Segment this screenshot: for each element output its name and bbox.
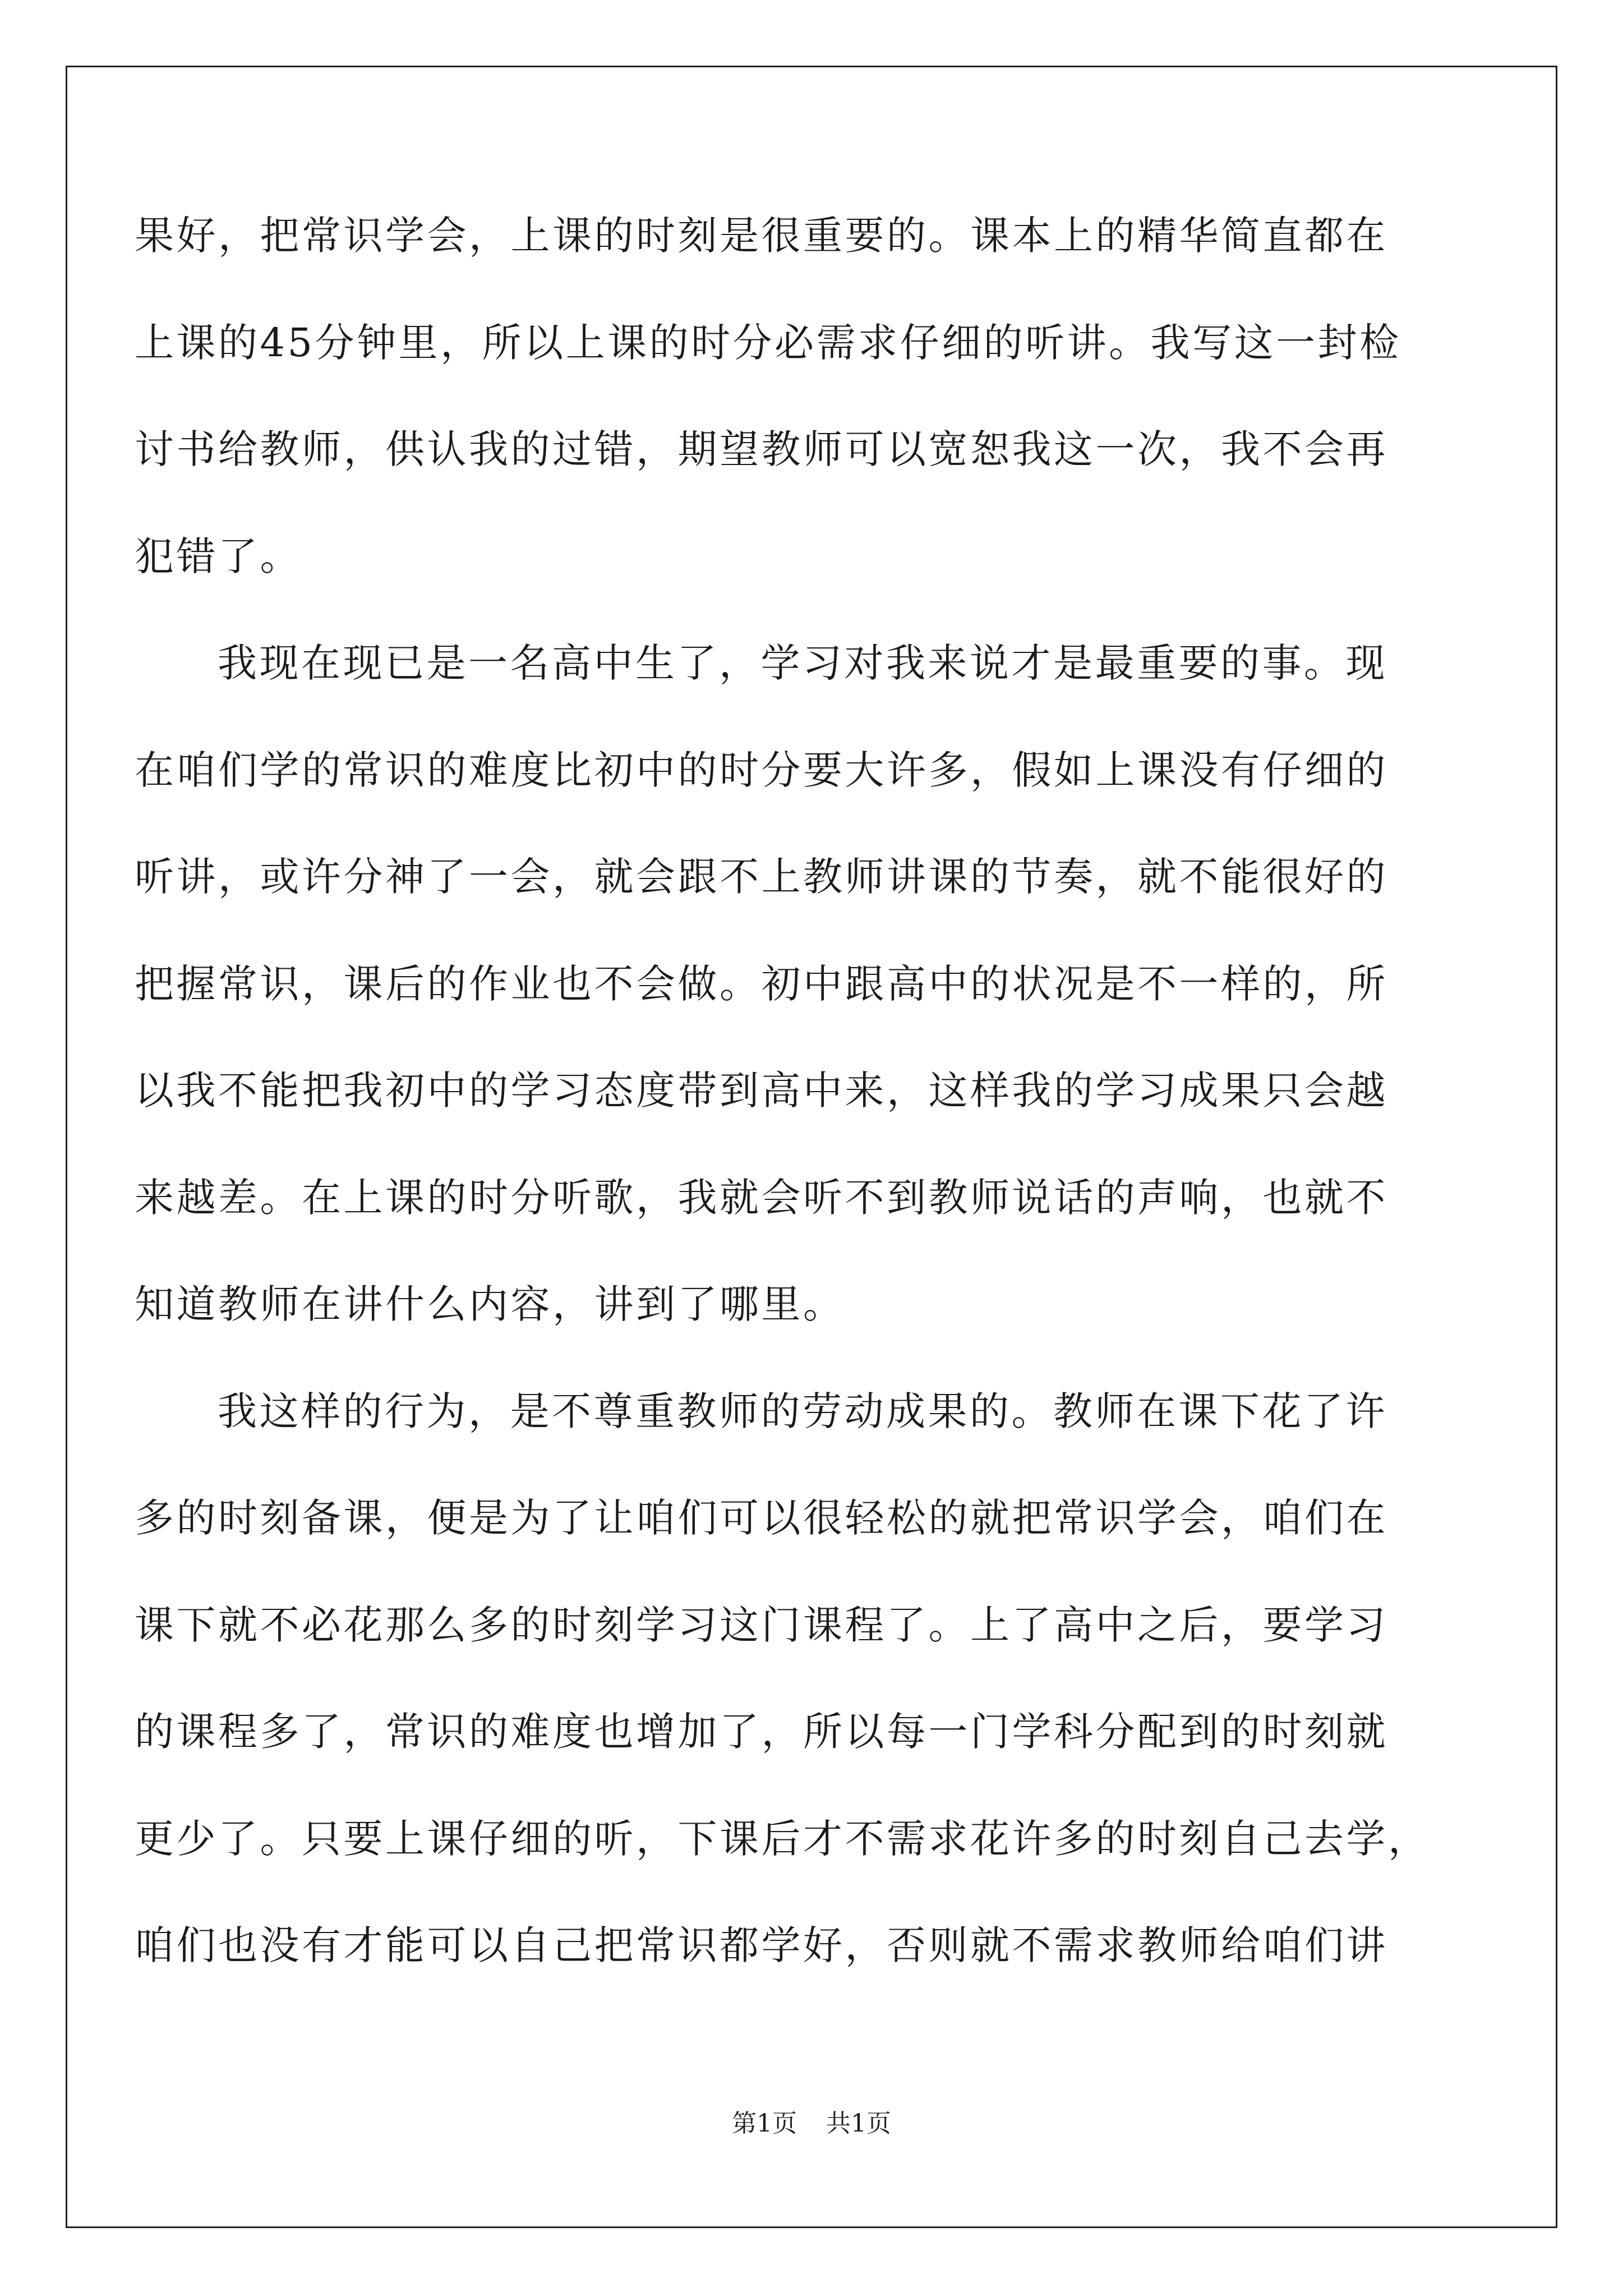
text-line: 把握常识，课后的作业也不会做。初中跟高中的状况是不一样的，所: [135, 960, 1388, 1007]
text-line: 在咱们学的常识的难度比初中的时分要大许多，假如上课没有仔细的: [135, 747, 1388, 793]
text-line: 的课程多了，常识的难度也增加了，所以每一门学科分配到的时刻就: [135, 1709, 1388, 1755]
text-line: 知道教师在讲什么内容，讲到了哪里。: [135, 1281, 845, 1327]
text-line: 听讲，或许分神了一会，就会跟不上教师讲课的节奏，就不能很好的: [135, 854, 1388, 900]
text-line: 更少了。只要上课仔细的听，下课后才不需求花许多的时刻自己去学，: [135, 1815, 1430, 1862]
text-line: 犯错了。: [135, 533, 302, 579]
text-line: 果好，把常识学会，上课的时刻是很重要的。课本上的精华简直都在: [135, 213, 1388, 259]
text-line: 多的时刻备课，便是为了让咱们可以很轻松的就把常识学会，咱们在: [135, 1495, 1388, 1541]
text-line: 课下就不必花那么多的时刻学习这门课程了。上了高中之后，要学习: [135, 1602, 1388, 1648]
page-number-total: 共1页: [826, 2109, 891, 2138]
document-body: [135, 182, 1492, 1999]
text-line: 讨书给教师，供认我的过错，期望教师可以宽恕我这一次，我不会再: [135, 426, 1388, 472]
page-number-current: 第1页: [732, 2109, 797, 2138]
text-line: 来越差。在上课的时分听歌，我就会听不到教师说话的声响，也就不: [135, 1174, 1388, 1221]
text-line: 以我不能把我初中的学习态度带到高中来，这样我的学习成果只会越: [135, 1068, 1388, 1114]
paragraph-first-line: 我这样的行为，是不尊重教师的劳动成果的。教师在课下花了许: [218, 1388, 1387, 1434]
paragraph-first-line: 我现在现已是一名高中生了，学习对我来说才是最重要的事。现: [218, 640, 1387, 686]
text-line: 上课的45分钟里，所以上课的时分必需求仔细的听讲。我写这一封检: [135, 319, 1401, 366]
text-line: 咱们也没有才能可以自己把常识都学好，否则就不需求教师给咱们讲: [135, 1922, 1388, 1968]
page-footer: [0, 2107, 1623, 2141]
